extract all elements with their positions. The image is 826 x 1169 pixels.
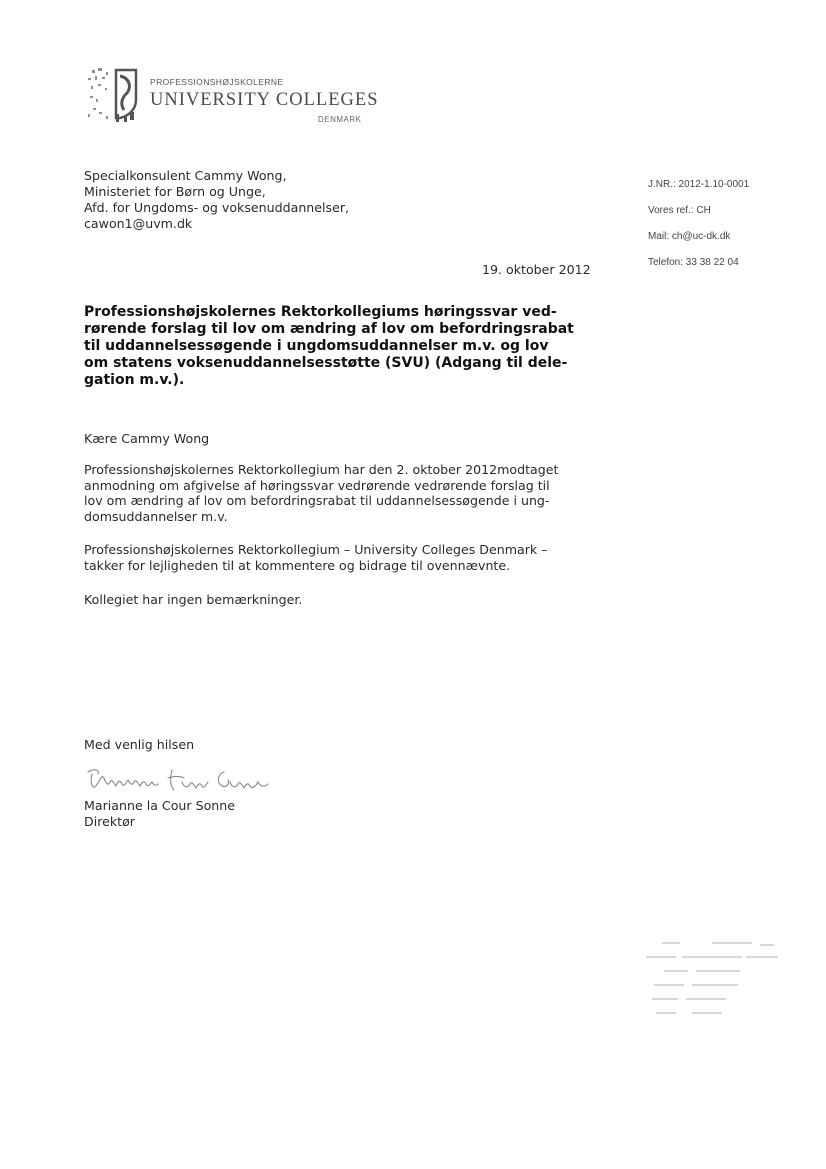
contact-mail: Mail: ch@uc-dk.dk (648, 231, 731, 242)
our-reference: Vores ref.: CH (648, 205, 711, 216)
recipient-line: Afd. for Ungdoms- og voksenuddannelser, (84, 200, 350, 215)
faint-bleed-through-marks (642, 940, 782, 1030)
subject-line: rørende forslag til lov om ændring af lov om befordringsrabat (84, 321, 574, 337)
recipient-line: Specialkonsulent Cammy Wong, (84, 168, 287, 183)
letterhead-line2: UNIVERSITY COLLEGES (150, 90, 379, 110)
paragraph-1 (84, 462, 558, 524)
subject-line: til uddannelsessøgende i ungdomsuddannelser m.v. og lov (84, 338, 549, 354)
signer-block (84, 798, 235, 830)
paragraph-line: domsuddannelser m.v. (84, 508, 228, 524)
reference-block (648, 179, 749, 283)
recipient-address (84, 168, 349, 232)
paragraph-2 (84, 542, 547, 573)
university-colleges-logo-icon (86, 66, 140, 126)
paragraph-line: Professionshøjskolernes Rektorkollegium – University Colleges Denmark – (84, 542, 548, 557)
journal-number: J.NR.: 2012-1.10-0001 (648, 179, 750, 190)
subject-line: om statens voksenuddannelsesstøtte (SVU) (Adgang til dele- (84, 355, 568, 371)
paragraph-line: anmodning om afgivelse af høringssvar vedrørende vedrørende forslag til (84, 477, 550, 493)
subject-line: Professionshøjskolernes Rektorkollegiums høringssvar ved- (84, 304, 557, 320)
salutation: Kære Cammy Wong (84, 431, 210, 446)
letter-subject (84, 304, 604, 389)
paragraph-line: Professionshøjskolernes Rektorkollegium har den 2. oktober 2012modtaget (84, 462, 559, 477)
letterhead-line3: DENMARK (318, 115, 362, 124)
letter-date: 19. oktober 2012 (482, 262, 591, 277)
handwritten-signature (86, 764, 286, 796)
subject-line: gation m.v.). (84, 372, 185, 388)
signer-name: Marianne la Cour Sonne (84, 798, 235, 813)
paragraph-3: Kollegiet har ingen bemærkninger. (84, 592, 303, 607)
paragraph-line: takker for lejligheden til at kommentere og bidrage til ovennævnte. (84, 557, 511, 573)
recipient-line: Ministeriet for Børn og Unge, (84, 184, 266, 199)
closing: Med venlig hilsen (84, 737, 195, 752)
letterhead-line1: PROFESSIONSHØJSKOLERNE (150, 77, 284, 87)
contact-phone: Telefon: 33 38 22 04 (648, 257, 739, 268)
paragraph-line: lov om ændring af lov om befordringsrabat til uddannelsessøgende i ung- (84, 493, 550, 508)
signer-title: Direktør (84, 814, 135, 829)
recipient-email: cawon1@uvm.dk (84, 216, 193, 231)
